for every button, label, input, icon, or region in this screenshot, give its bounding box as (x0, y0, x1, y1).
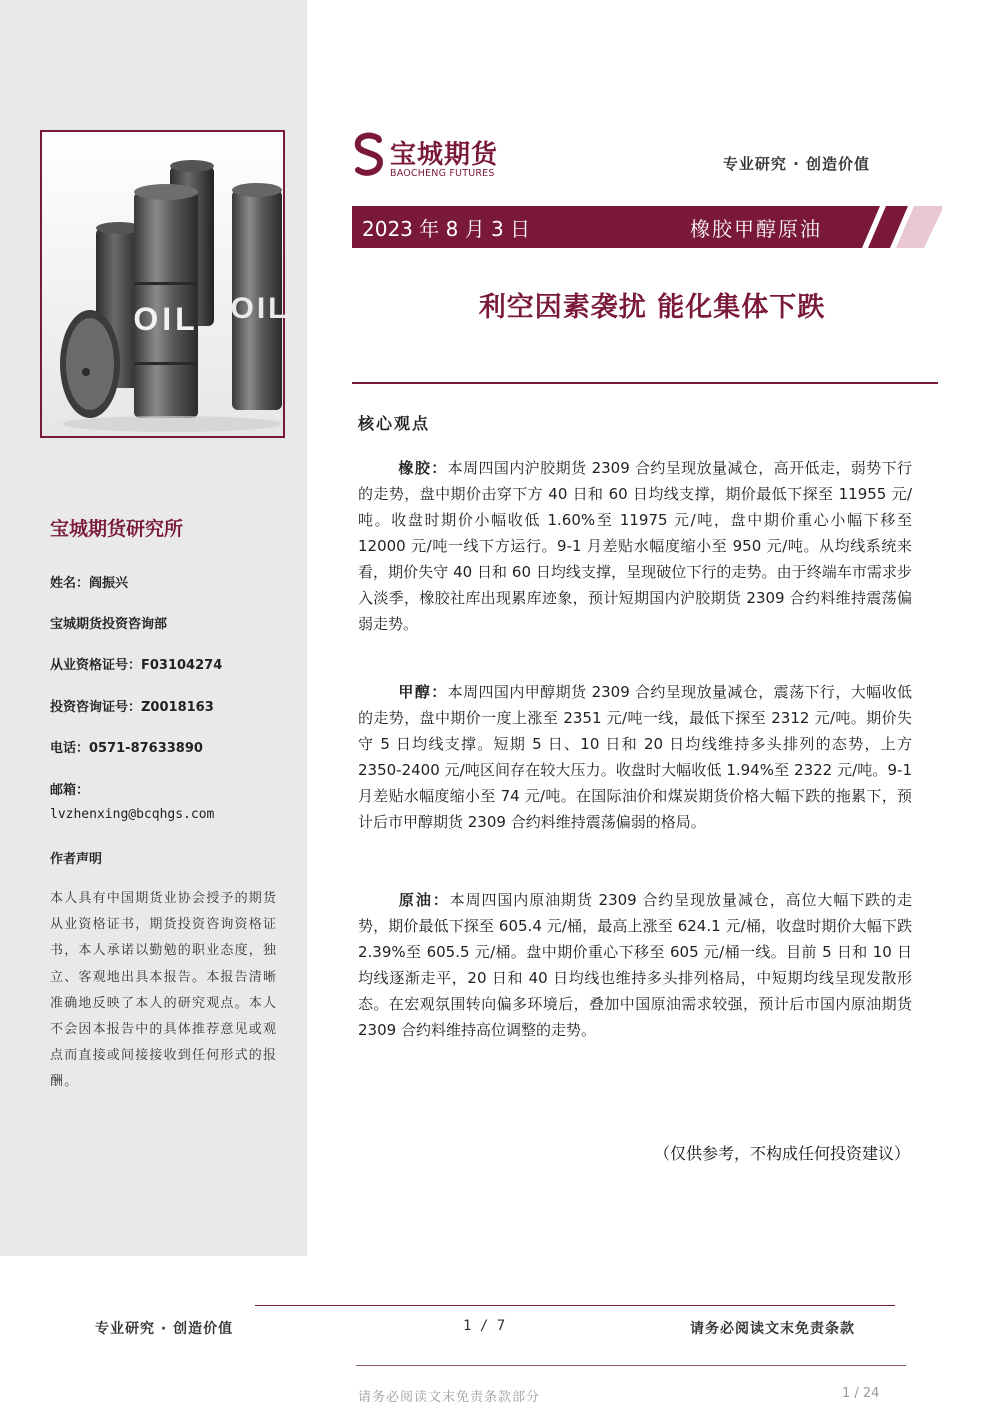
outer-footer-divider (356, 1365, 906, 1366)
report-title: 利空因素袭扰 能化集体下跌 (478, 292, 826, 323)
footer-divider (255, 1305, 895, 1306)
logo-mark-icon (352, 132, 388, 178)
paragraph-methanol (358, 679, 912, 835)
cover-image (40, 130, 290, 438)
department-name: 宝城期货投资咨询部 (50, 617, 168, 632)
footer-slogan: 专业研究 · 创造价值 (95, 1321, 234, 1337)
title-divider (352, 382, 938, 384)
brand-logo (352, 132, 522, 182)
sidebar (0, 0, 307, 1256)
drum-label-left: OIL (133, 301, 199, 337)
header-slogan: 专业研究 · 创造价值 (722, 155, 870, 173)
paragraph-text: 本周四国内原油期货 2309 合约呈现放量减仓，高位大幅下跌的走势，期价最低下探至 605.4 元/桶，最高上涨至 624.1 元/桶，收盘时期价大幅下跌 2.39%至 605.5 元/桶。盘中期价重心下移至 605 元/桶一线。目前 5 日和 10 日均线逐渐走平，20 日和 40 日均线也维持多头排列格局，中短期均线呈现发散形态。在宏观氛围转向偏多环境后，叠加中国原油需求较强，预计后市国内原油期货 2309 合约料维持高位调整的走势。 (358, 891, 912, 1039)
paragraph-label: 原油： (398, 891, 450, 909)
drum-label-right: OIL (230, 292, 290, 325)
phone-number: 电话：0571-87633890 (50, 741, 203, 756)
footer-page-number: 1 / 7 (463, 1318, 506, 1334)
email-label: 邮箱： (50, 783, 90, 798)
footer-disclaimer: 请务必阅读文末免责条款 (690, 1321, 855, 1337)
reference-note: （仅供参考，不构成任何投资建议） (653, 1144, 910, 1163)
paragraph-crude-oil (358, 887, 912, 1043)
report-date: 2023 年 8 月 3 日 (362, 217, 531, 241)
paragraph-text: 本周四国内甲醇期货 2309 合约呈现放量减仓，震荡下行，大幅收低的走势，盘中期价一度上涨至 2351 元/吨一线，最低下探至 2312 元/吨。期价失守 5 日均线支撑。短期 5 日、10 日和 20 日均线维持多头排列的态势，上方 2350-2400 元/吨区间存在较大压力。收盘时大幅收低 1.94%至 2322 元/吨。9-1 月差贴水幅度缩小至 74 元/吨。在国际油价和煤炭期货价格大幅下跌的拖累下，预计后市甲醇期货 2309 合约料维持震荡偏弱的格局。 (358, 683, 912, 831)
outer-footer-text: 请务必阅读文末免责条款部分 (358, 1390, 541, 1405)
section-heading: 核心观点 (358, 414, 431, 433)
analyst-name: 姓名：阎振兴 (50, 576, 129, 591)
report-category: 橡胶甲醇原油 (690, 217, 822, 241)
paragraph-rubber (358, 455, 912, 637)
logo-english: BAOCHENG FUTURES (390, 168, 495, 179)
email-address[interactable]: lvzhenxing@bcqhgs.com (50, 807, 215, 822)
logo-chinese: 宝城期货 (390, 140, 499, 170)
paragraph-label: 甲醇： (398, 683, 448, 701)
author-statement: 本人具有中国期货业协会授予的期货从业资格证书，期货投资咨询资格证书，本人承诺以勤勉的职业态度，独立、客观地出具本报告。本报告清晰准确地反映了本人的研究观点。本人不会因本报告中的具体推荐意见或观点而直接或间接接收到任何形式的报酬。 (50, 891, 278, 1090)
oil-barrels-illustration (42, 132, 290, 436)
qualification-number: 从业资格证号：F03104274 (50, 658, 223, 673)
paragraph-label: 橡胶： (398, 459, 448, 477)
paragraph-text: 本周四国内沪胶期货 2309 合约呈现放量减仓，高开低走，弱势下行的走势，盘中期价击穿下方 40 日和 60 日均线支撑，期价最低下探至 11955 元/吨。收盘时期价小幅收低 1.60%至 11975 元/吨，盘中期价重心小幅下移至 12000 元/吨一线下方运行。9-1 月差贴水幅度缩小至 950 元/吨。从均线系统来看，期价失守 40 日和 60 日均线支撑，呈现破位下行的走势。由于终端车市需求步入淡季，橡胶社库出现累库迹象，预计短期国内沪胶期货 2309 合约料维持震荡偏弱走势。 (358, 459, 912, 633)
consult-number: 投资咨询证号：Z0018163 (50, 700, 214, 715)
institute-name: 宝城期货研究所 (50, 518, 184, 540)
statement-label: 作者声明 (50, 852, 103, 867)
outer-footer-page: 1 / 24 (842, 1386, 880, 1401)
